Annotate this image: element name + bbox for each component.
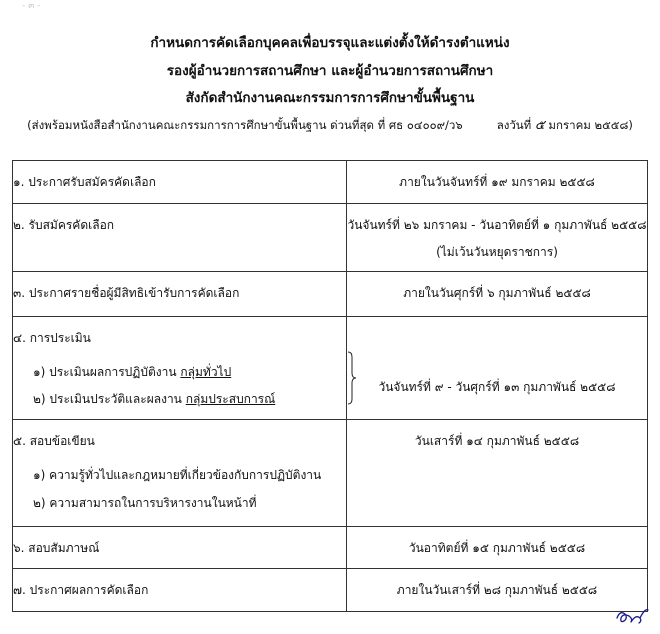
table-row xyxy=(13,161,648,204)
schedule-date-cell xyxy=(347,420,648,527)
reference-letter-number: (ส่งพร้อมหนังสือสำนักงานคณะกรรมการการศึกษาขั้นพื้นฐาน ด่วนที่สุด ที่ ศธ ๐๔๐๐๙/ว xyxy=(27,118,456,132)
schedule-date: ภายในวันศุกร์ที่ ๖ กุมภาพันธ์ ๒๕๕๘ xyxy=(403,286,591,300)
schedule-sub-item: ๒) ความสามารถในการบริหารงานในหน้าที่ xyxy=(33,496,257,510)
reference-handwritten-day: ๕ xyxy=(534,118,545,133)
schedule-item-cell xyxy=(13,161,347,204)
table-row xyxy=(13,527,648,569)
handwritten-initial-signature xyxy=(614,604,650,626)
page-number-mark: - ๓ - xyxy=(22,1,41,11)
schedule-table xyxy=(12,160,648,612)
schedule-date-cell xyxy=(347,161,648,204)
schedule-sub-item: ๑) ความรู้ทั่วไปและกฎหมายที่เกี่ยวข้องกับการปฏิบัติงาน xyxy=(33,468,322,482)
table-row xyxy=(13,204,648,272)
schedule-date: วันจันทร์ที่ ๒๖ มกราคม - วันอาทิตย์ที่ ๑ กุมภาพันธ์ ๒๕๕๘ xyxy=(347,218,647,232)
schedule-date-note: (ไม่เว้นวันหยุดราชการ) xyxy=(436,245,558,259)
schedule-date-cell xyxy=(347,317,648,420)
table-row xyxy=(13,420,648,527)
schedule-date: วันเสาร์ที่ ๑๔ กุมภาพันธ์ ๒๕๕๘ xyxy=(414,434,580,448)
schedule-item-cell xyxy=(13,317,347,420)
table-row xyxy=(13,317,648,420)
schedule-date-cell xyxy=(347,527,648,569)
document-title-line-1: กำหนดการคัดเลือกบุคคลเพื่อบรรจุและแต่งตั้งให้ดำรงตำแหน่ง xyxy=(150,35,510,51)
reference-letter-handwritten-number: ๖ xyxy=(455,118,463,132)
table-row xyxy=(13,272,648,317)
schedule-date: วันจันทร์ที่ ๙ - วันศุกร์ที่ ๑๓ กุมภาพันธ์ ๒๕๕๘ xyxy=(378,380,616,394)
schedule-item: ๕. สอบข้อเขียน xyxy=(13,434,95,448)
schedule-item-cell xyxy=(13,420,347,527)
sub-item-group-experienced: กลุ่มประสบการณ์ xyxy=(185,392,276,406)
schedule-item-cell xyxy=(13,569,347,612)
reference-line xyxy=(0,117,660,134)
schedule-date-cell xyxy=(347,204,648,272)
schedule-item: ๓. ประกาศรายชื่อผู้มีสิทธิเข้ารับการคัดเลือก xyxy=(13,286,240,300)
document-title-line-3: สังกัดสำนักงานคณะกรรมการการศึกษาขั้นพื้นฐาน xyxy=(185,90,475,106)
sub-item-text: ๒) ประเมินประวัติและผลงาน xyxy=(33,392,186,406)
schedule-item: ๑. ประกาศรับสมัครคัดเลือก xyxy=(13,175,156,189)
schedule-item-cell xyxy=(13,272,347,317)
schedule-date: ภายในวันเสาร์ที่ ๒๘ กุมภาพันธ์ ๒๕๕๘ xyxy=(396,583,598,597)
schedule-item: ๖. สอบสัมภาษณ์ xyxy=(13,541,100,555)
schedule-item: ๒. รับสมัครคัดเลือก xyxy=(13,218,115,232)
schedule-date-cell xyxy=(347,272,648,317)
sub-item-group-general: กลุ่มทั่วไป xyxy=(180,365,232,379)
schedule-date: วันอาทิตย์ที่ ๑๕ กุมภาพันธ์ ๒๕๕๘ xyxy=(408,541,586,555)
reference-date-prefix: ลงวันที่ xyxy=(496,118,532,132)
schedule-date-cell xyxy=(347,569,648,612)
document-title-line-2: รองผู้อำนวยการสถานศึกษา และผู้อำนวยการสถานศึกษา xyxy=(166,63,494,79)
schedule-date: ภายในวันจันทร์ที่ ๑๙ มกราคม ๒๕๕๘ xyxy=(399,175,595,189)
sub-item-text: ๑) ประเมินผลการปฏิบัติงาน xyxy=(33,365,181,379)
schedule-item: ๔. การประเมิน xyxy=(13,331,91,345)
table-row xyxy=(13,569,648,612)
schedule-sub-item xyxy=(13,390,346,408)
schedule-item-cell xyxy=(13,204,347,272)
schedule-item-cell xyxy=(13,527,347,569)
schedule-item: ๗. ประกาศผลการคัดเลือก xyxy=(13,583,149,597)
reference-date-suffix: มกราคม ๒๕๕๘) xyxy=(548,118,633,132)
schedule-sub-item xyxy=(13,363,346,381)
